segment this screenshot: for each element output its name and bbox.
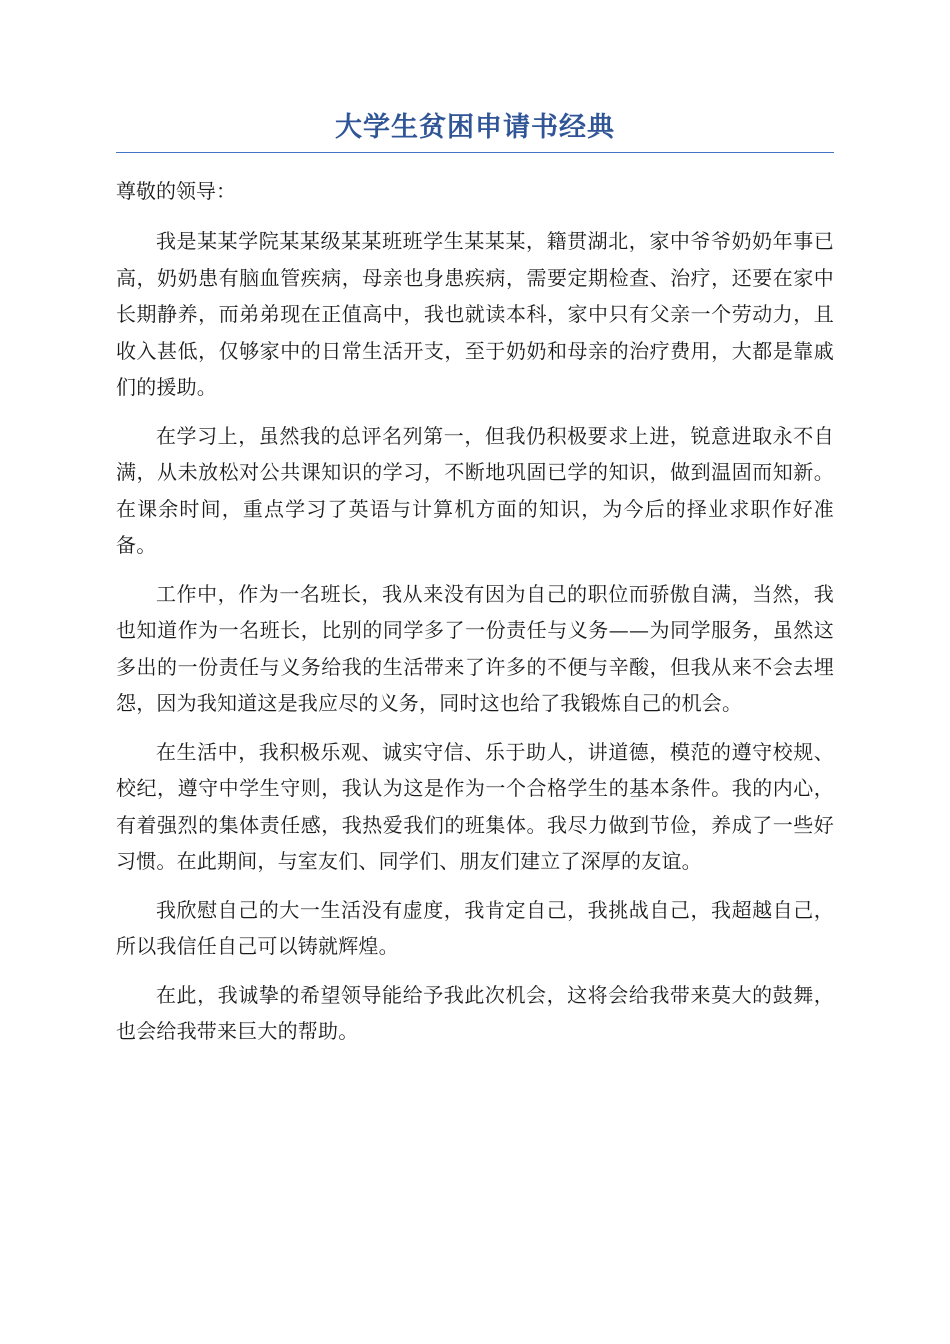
document-page <box>116 108 834 1062</box>
paragraph-1: 我是某某学院某某级某某班班学生某某某，籍贯湖北，家中爷爷奶奶年事已高，奶奶患有脑血管疾病，母亲也身患疾病，需要定期检查、治疗，还要在家中长期静养，而弟弟现在正值高中，我也就读本科，家中只有父亲一个劳动力，且收入甚低，仅够家中的日常生活开支，至于奶奶和母亲的治疗费用，大都是靠戚们的援助。 <box>116 229 834 399</box>
paragraph-4: 在生活中，我积极乐观、诚实守信、乐于助人，讲道德，模范的遵守校规、校纪，遵守中学生守则，我认为这是作为一个合格学生的基本条件。我的内心，有着强烈的集体责任感，我热爱我们的班集体。我尽力做到节俭，养成了一些好习惯。在此期间，与室友们、同学们、朋友们建立了深厚的友谊。 <box>116 739 834 873</box>
paragraph-6: 在此，我诚挚的希望领导能给予我此次机会，这将会给我带来莫大的鼓舞，也会给我带来巨大的帮助。 <box>116 982 834 1043</box>
salutation: 尊敬的领导： <box>116 179 236 203</box>
paragraph-2: 在学习上，虽然我的总评名列第一，但我仍积极要求上进，锐意进取永不自满，从未放松对公共课知识的学习，不断地巩固已学的知识，做到温固而知新。在课余时间，重点学习了英语与计算机方面的知识，为今后的择业求职作好准备。 <box>116 423 834 557</box>
document-title: 大学生贫困申请书经典 <box>116 108 834 153</box>
paragraph-3: 工作中，作为一名班长，我从来没有因为自己的职位而骄傲自满，当然，我也知道作为一名班长，比别的同学多了一份责任与义务——为同学服务，虽然这多出的一份责任与义务给我的生活带来了许多的不便与辛酸，但我从来不会去埋怨，因为我知道这是我应尽的义务，同时这也给了我锻炼自己的机会。 <box>116 581 834 715</box>
paragraph-5: 我欣慰自己的大一生活没有虚度，我肯定自己，我挑战自己，我超越自己，所以我信任自己可以铸就辉煌。 <box>116 897 834 958</box>
